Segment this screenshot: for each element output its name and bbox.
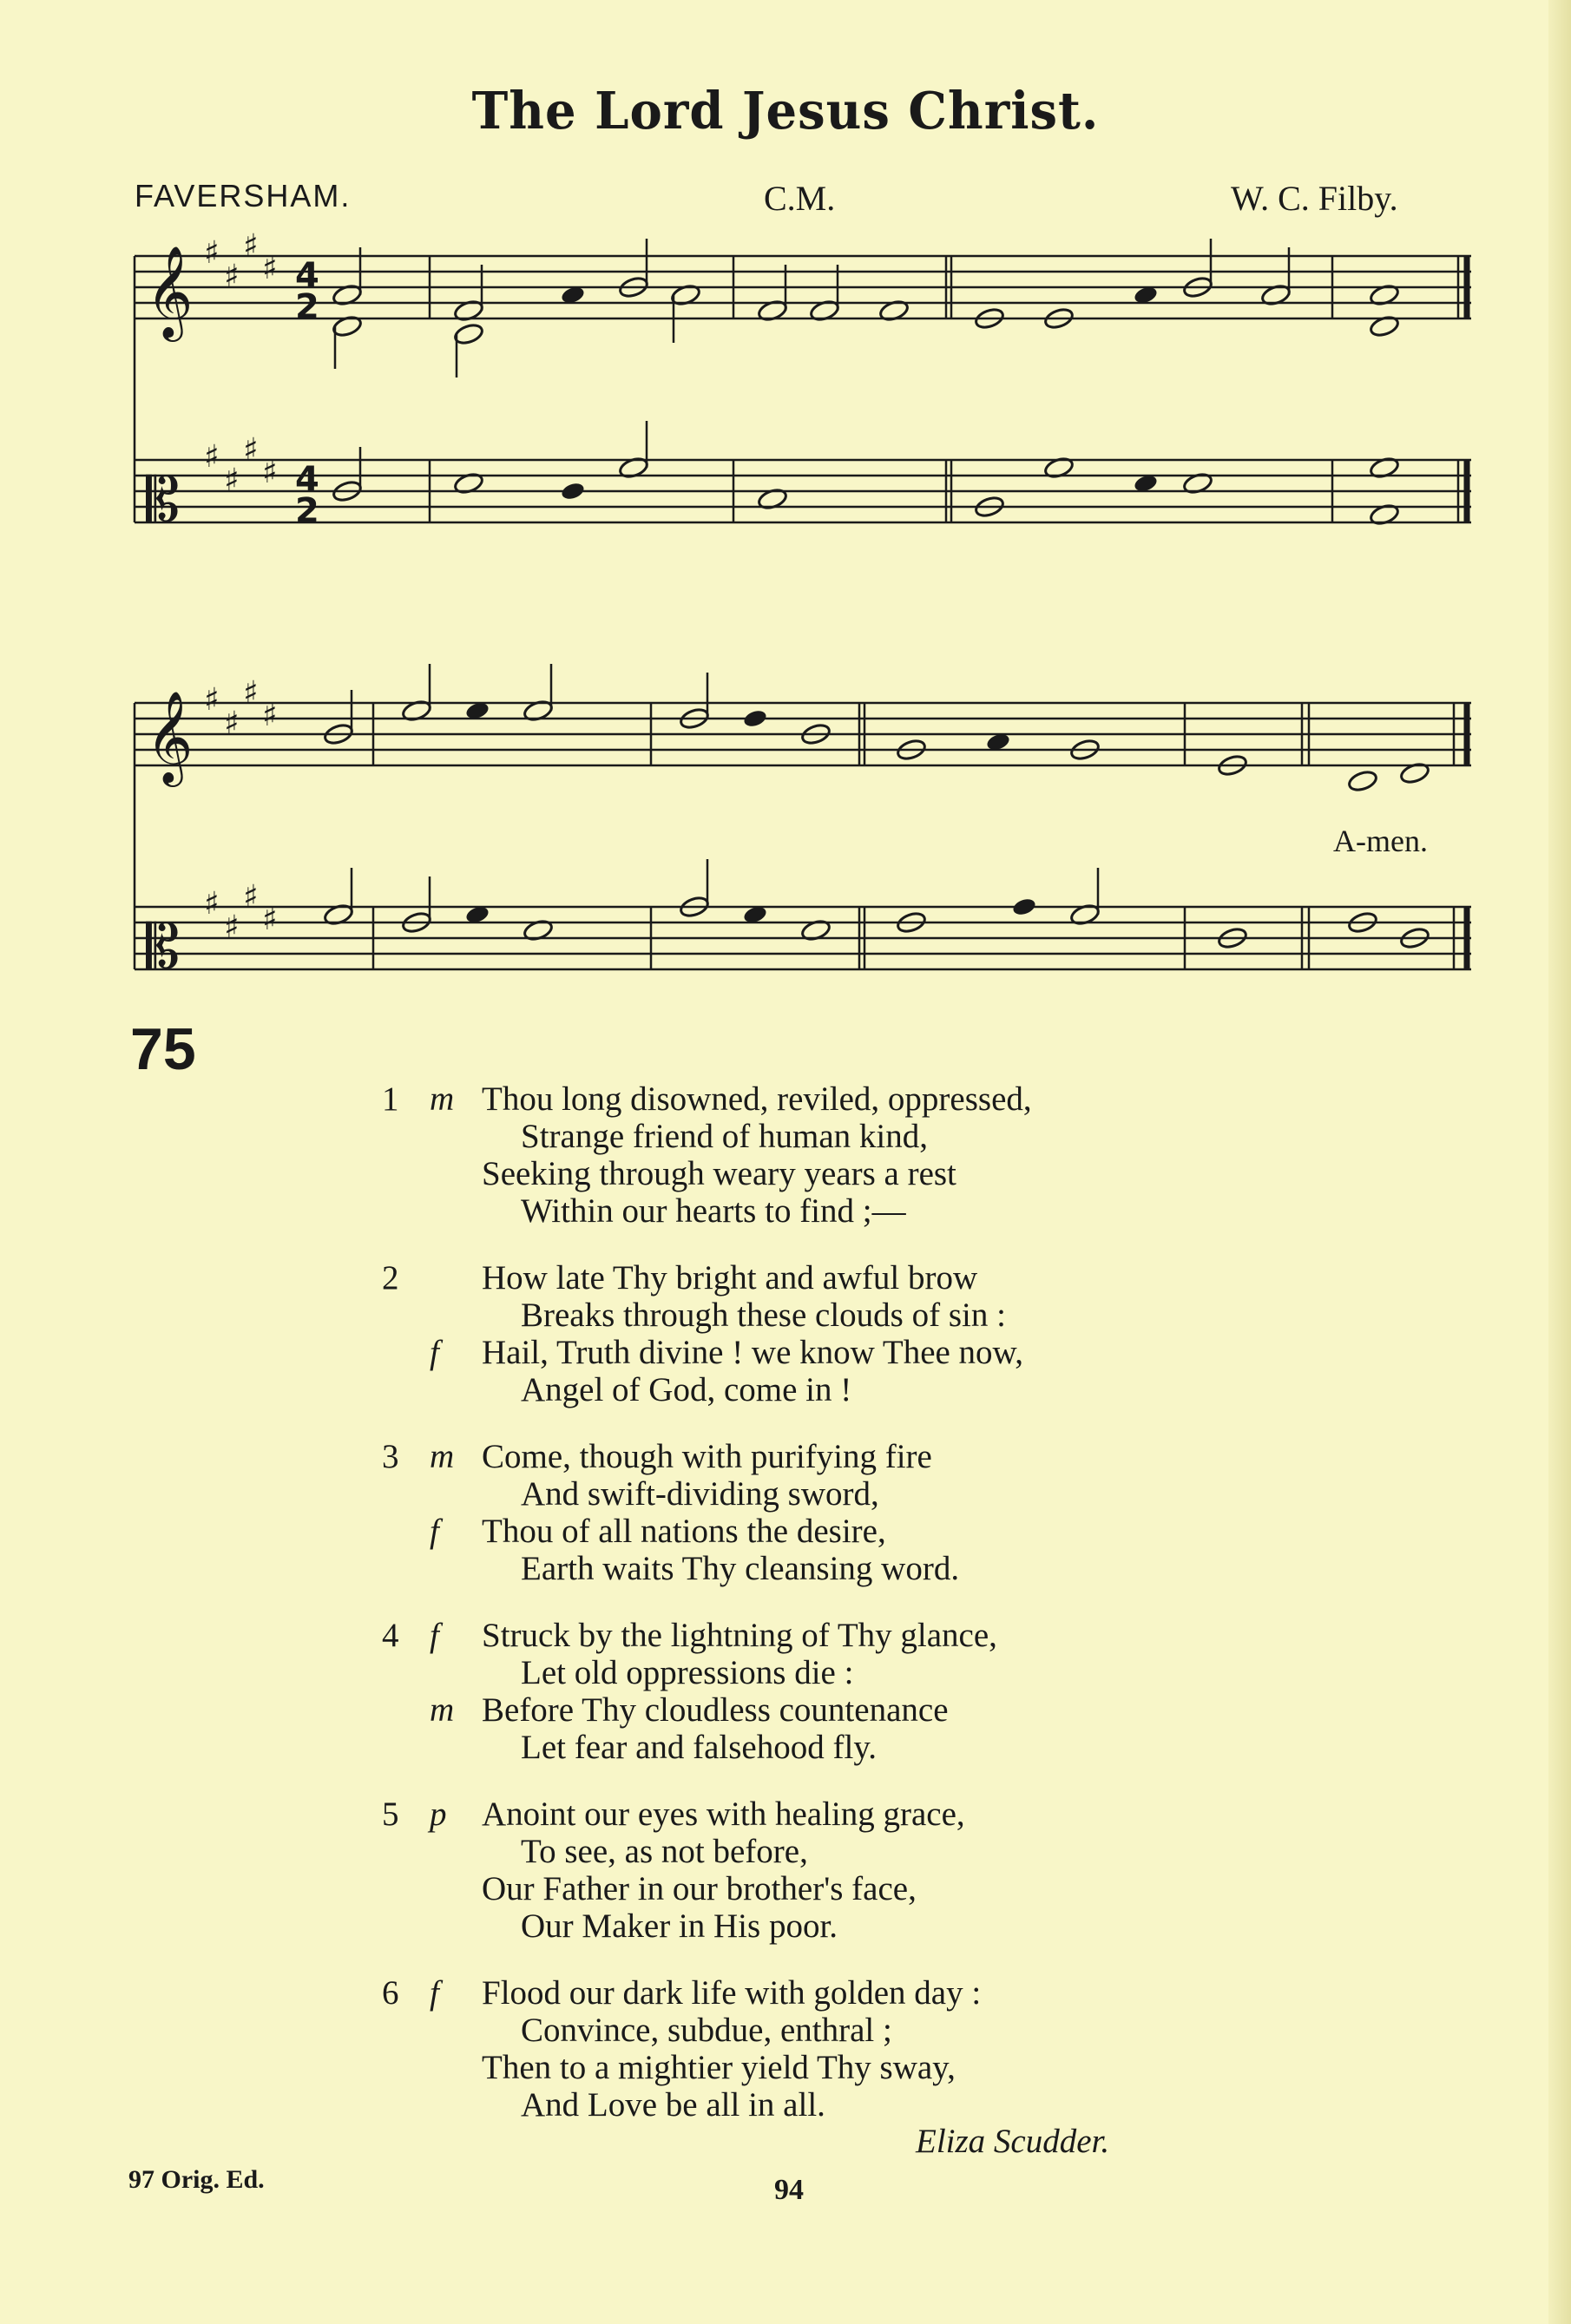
verse-number: 1 xyxy=(382,1080,399,1118)
verse-line: And Love be all in all. xyxy=(521,2086,825,2124)
amen-label: A-men. xyxy=(1333,824,1428,858)
tune-composer: W. C. Filby. xyxy=(1231,179,1398,218)
dynamic-marking: f xyxy=(430,1513,439,1550)
section-title: The Lord Jesus Christ. xyxy=(471,81,1100,141)
verse-number: 6 xyxy=(382,1974,399,2012)
verse-line: Anoint our eyes with healing grace, xyxy=(482,1796,965,1833)
dynamic-marking: p xyxy=(430,1796,447,1833)
page-number: 94 xyxy=(774,2174,804,2206)
svg-text:♯: ♯ xyxy=(204,235,220,271)
svg-text:2: 2 xyxy=(295,287,319,327)
verse-number: 5 xyxy=(382,1796,399,1833)
alto-clef-icon: 𝄡 xyxy=(146,911,181,982)
staff-system-2-bass xyxy=(135,907,1471,969)
filled-note-heads xyxy=(464,285,1159,925)
svg-text:4: 4 xyxy=(295,460,319,500)
verse-line: Strange friend of human kind, xyxy=(521,1118,928,1155)
dynamic-marking: m xyxy=(430,1691,455,1729)
verse-line: Struck by the lightning of Thy glance, xyxy=(482,1617,997,1654)
svg-text:♯: ♯ xyxy=(243,879,259,915)
svg-text:♯: ♯ xyxy=(262,698,278,733)
note-stems xyxy=(335,239,1289,922)
dynamic-marking: f xyxy=(430,1334,439,1371)
svg-text:♯: ♯ xyxy=(224,259,240,294)
verse-line: Angel of God, come in ! xyxy=(521,1371,852,1408)
verse-line: Then to a mightier yield Thy sway, xyxy=(482,2049,956,2086)
svg-text:♯: ♯ xyxy=(243,432,259,468)
dynamic-marking: m xyxy=(430,1080,455,1118)
svg-text:♯: ♯ xyxy=(243,228,259,264)
verse-line: Breaks through these clouds of sin : xyxy=(521,1297,1006,1334)
verse-line: Before Thy cloudless countenance xyxy=(482,1691,949,1729)
alto-clef-icon: 𝄡 xyxy=(146,464,181,535)
note-heads xyxy=(323,275,1430,950)
edition-note: 97 Orig. Ed. xyxy=(128,2165,265,2194)
verse-line: Flood our dark life with golden day : xyxy=(482,1974,982,2012)
verse-line: Seeking through weary years a rest xyxy=(482,1155,956,1192)
svg-text:♯: ♯ xyxy=(204,682,220,718)
verse-2 xyxy=(382,1259,1163,1408)
verse-line: Our Father in our brother's face, xyxy=(482,1870,917,1907)
treble-clef-icon: 𝄞 xyxy=(146,245,194,338)
dynamic-marking: f xyxy=(430,1617,439,1654)
verse-6 xyxy=(382,1974,1163,2124)
verses xyxy=(382,1080,1163,2153)
verse-number: 4 xyxy=(382,1617,399,1654)
svg-text:4: 4 xyxy=(295,256,319,296)
verse-line: And swift-dividing sword, xyxy=(521,1475,879,1513)
tune-name: FAVERSHAM. xyxy=(135,178,352,213)
verse-5 xyxy=(382,1796,1163,1945)
treble-clef-icon: 𝄞 xyxy=(146,690,194,783)
verse-line: To see, as not before, xyxy=(521,1833,808,1870)
dynamic-marking: f xyxy=(430,1974,439,2012)
svg-text:♯: ♯ xyxy=(262,455,278,490)
hymn-author: Eliza Scudder. xyxy=(916,2123,1110,2160)
verse-1 xyxy=(382,1080,1163,1230)
verse-number: 3 xyxy=(382,1438,399,1475)
page-edge xyxy=(1548,0,1571,2324)
verse-number: 2 xyxy=(382,1259,399,1297)
svg-text:2: 2 xyxy=(295,491,319,531)
verse-line: Thou long disowned, reviled, oppressed, xyxy=(482,1080,1032,1118)
verse-line: Thou of all nations the desire, xyxy=(482,1513,886,1550)
staff-system-1-treble xyxy=(135,256,1471,318)
svg-text:♯: ♯ xyxy=(262,251,278,286)
music-score xyxy=(130,221,1484,1020)
verse-line: Let fear and falsehood fly. xyxy=(521,1729,878,1766)
dynamic-marking: m xyxy=(430,1438,455,1475)
verse-line: Hail, Truth divine ! we know Thee now, xyxy=(482,1334,1023,1371)
svg-text:♯: ♯ xyxy=(204,886,220,922)
verse-line: Our Maker in His poor. xyxy=(521,1907,838,1945)
svg-text:♯: ♯ xyxy=(262,902,278,937)
verse-line: Within our hearts to find ;— xyxy=(521,1192,906,1230)
time-signature-icon xyxy=(295,256,319,531)
tune-meter: C.M. xyxy=(764,179,836,218)
hymn-number: 75 xyxy=(130,1016,196,1082)
verse-line: Let old oppressions die : xyxy=(521,1654,854,1691)
svg-text:♯: ♯ xyxy=(224,463,240,498)
verse-line: Come, though with purifying fire xyxy=(482,1438,932,1475)
svg-text:♯: ♯ xyxy=(204,439,220,475)
verse-line: Earth waits Thy cleansing word. xyxy=(521,1550,960,1587)
svg-text:♯: ♯ xyxy=(224,909,240,945)
svg-text:♯: ♯ xyxy=(224,706,240,741)
svg-text:♯: ♯ xyxy=(243,675,259,711)
verse-line: Convince, subdue, enthral ; xyxy=(521,2012,892,2049)
verse-4 xyxy=(382,1617,1163,1766)
verse-3 xyxy=(382,1438,1163,1587)
verse-line: How late Thy bright and awful brow xyxy=(482,1259,978,1297)
key-signature-icon xyxy=(204,228,277,945)
